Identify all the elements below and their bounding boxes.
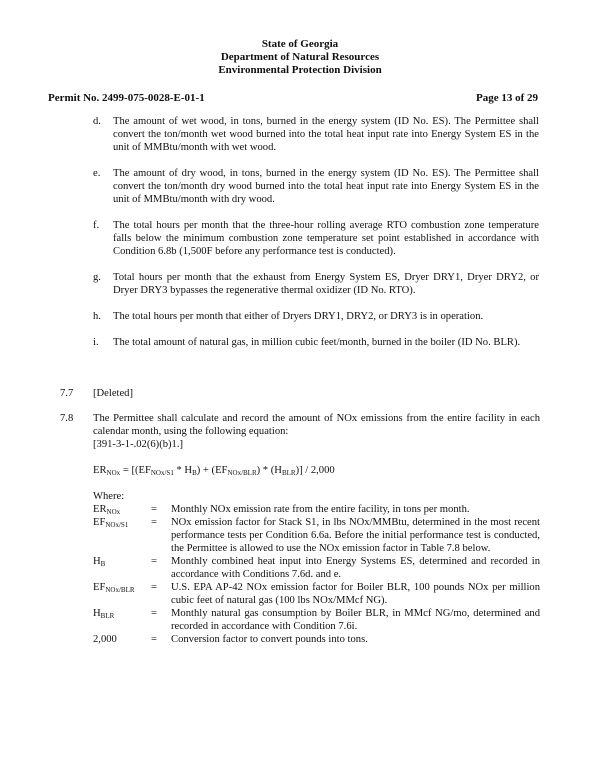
variable-description: NOx emission factor for Stack S1, in lbs NOx/MMBtu, determined in the most recent performance tests per Condition 6.6a. Before the initial performance test is conducted, the Permittee is allowed to use the NOx emission factor in Table 7.8 below. (171, 517, 540, 554)
variable-description: Conversion factor to convert pounds into tons. (171, 634, 368, 645)
list-item (93, 271, 539, 297)
item-label: h. (93, 311, 101, 322)
list-item (93, 310, 539, 323)
section-text: [Deleted] (93, 388, 133, 399)
variable-row (93, 516, 540, 555)
list-item (93, 336, 539, 349)
item-text: The amount of dry wood, in tons, burned in the energy system (ID No. ES). The Permittee shall convert the ton/month dry wood burned into the total heat input rate into Energy System ES in the unit of MMBtu/month with dry wood. (113, 168, 539, 205)
variable-row (93, 503, 540, 516)
equals-sign: = (151, 504, 157, 515)
item-label: d. (93, 116, 101, 127)
section-number: 7.7 (60, 388, 74, 399)
variable-row (93, 633, 540, 646)
variable-description: U.S. EPA AP-42 NOx emission factor for Boiler BLR, 100 pounds NOx per million cubic feet of natural gas (100 lbs NOx/MMcf NG). (171, 582, 540, 606)
item-text: The amount of wet wood, in tons, burned in the energy system (ID No. ES). The Permittee shall convert the ton/month wet wood burned into the total heat input rate into Energy System ES in the unit of MMBtu/month with wet wood. (113, 116, 539, 153)
variable-description: Monthly natural gas consumption by Boiler BLR, in MMcf NG/mo, determined and recorded in accordance with Condition 7.6i. (171, 608, 540, 632)
variable-symbol: $EF_{NOx/BLR}$ (93, 582, 135, 594)
list-item (93, 219, 539, 258)
item-label: f. (93, 220, 100, 231)
variable-row (93, 555, 540, 581)
item-label: e. (93, 168, 101, 179)
section-7-7 (60, 387, 540, 400)
variable-symbol: $ER_{NOx}$ (93, 504, 121, 516)
equals-sign: = (151, 517, 157, 528)
variable-row (93, 581, 540, 607)
item-text: The total hours per month that the three-hour rolling average RTO combustion zone temperature falls below the minimum combustion zone temperature set point established in accordance with Condition 6.8b (1,500F before any performance test is conducted). (113, 220, 539, 257)
variable-symbol: $EF_{NOx/S1}$ (93, 517, 129, 529)
item-text: Total hours per month that the exhaust from Energy System ES, Dryer DRY1, Dryer DRY2, or Dryer DRY3 bypasses the regenerative thermal oxidizer (ID No. RTO). (113, 272, 539, 296)
equals-sign: = (151, 556, 157, 567)
equals-sign: = (151, 634, 157, 645)
list-item (93, 115, 539, 154)
section-7-8 (60, 412, 540, 646)
variable-definitions (93, 503, 540, 646)
nox-equation: $ER_{NOx} = [(EF_{NOx/S1} * H_B) + (EF_{NOx/BLR}) * (H_{BLR})] / 2,000$ (93, 465, 335, 477)
record-items-list (93, 115, 539, 362)
permit-number: Permit No. 2499-075-0028-E-01-1 (48, 92, 205, 104)
equals-sign: = (151, 582, 157, 593)
variable-description: Monthly NOx emission rate from the entire facility, in tons per month. (171, 504, 470, 515)
item-label: g. (93, 272, 101, 283)
item-text: The total hours per month that either of Dryers DRY1, DRY2, or DRY3 is in operation. (113, 311, 484, 322)
where-label: Where: (93, 491, 125, 502)
section-number: 7.8 (60, 413, 74, 424)
section-text: The Permittee shall calculate and record the amount of NOx emissions from the entire facility in each calendar month, using the following equation: (93, 413, 540, 437)
variable-symbol: 2,000 (93, 634, 117, 645)
header-division: Environmental Protection Division (218, 64, 382, 76)
item-label: i. (93, 337, 99, 348)
item-text: The total amount of natural gas, in million cubic feet/month, burned in the boiler (ID No. BLR). (113, 337, 521, 348)
header-state: State of Georgia (261, 38, 339, 50)
list-item (93, 167, 539, 206)
variable-symbol: $H_{BLR}$ (93, 608, 115, 620)
header-department: Department of Natural Resources (220, 51, 380, 63)
page-number: Page 13 of 29 (475, 92, 538, 104)
equals-sign: = (151, 608, 157, 619)
agency-header (0, 38, 600, 77)
citation: [391-3-1-.02(6)(b)1.] (93, 439, 184, 450)
variable-description: Monthly combined heat input into Energy Systems ES, determined and recorded in accordance with Conditions 7.6d. and e. (171, 556, 540, 580)
variable-row (93, 607, 540, 633)
variable-symbol: $H_B$ (93, 556, 106, 568)
